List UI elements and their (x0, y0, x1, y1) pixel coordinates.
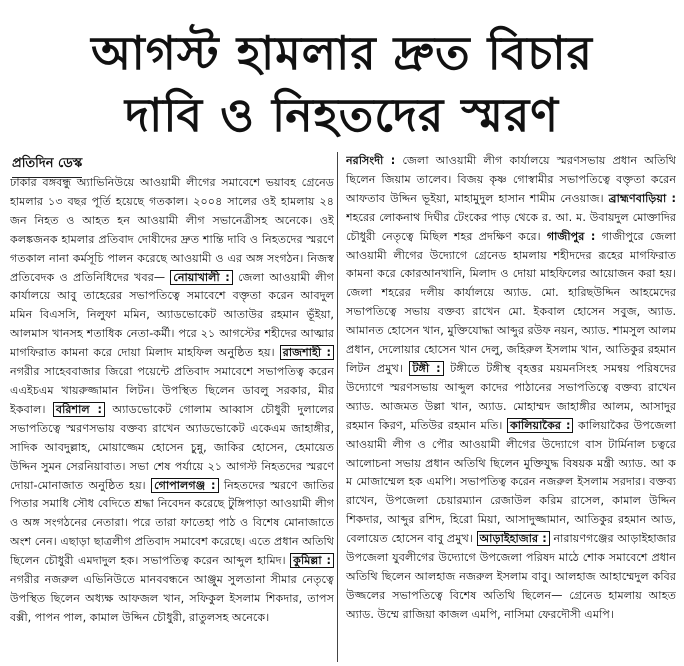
place-label-rajshahi: রাজশাহী : (280, 345, 334, 360)
intro-text: ঢাকার বঙ্গবন্ধু অ্যাভিনিউয়ে আওয়ামী লীগের সমাবেশে ভয়াবহ গ্রেনেড হামলার ১৩ বছর পূর্তি হয়েছে গতকাল। ২০০৪ সালের ওই হামলায় ২৪ জন নিহত ও আহত হন আওয়ামী লীগ সভানেত্রীসহ অনেকে। ওই কলঙ্কজনক হামলার প্রতিবাদ দোষীদের দ্রুত শান্তি দাবি ও নিহতদের স্মরণে গতকাল নানা কর্মসূচি পালন করেছে আওয়ামী ও এর অঙ্গ সংগঠন। নিজস্ব প্রতিবেদক ও প্রতিনিধিদের খবর— (10, 176, 334, 284)
report-kaliakair: কালিয়াকৈর উপজেলা আওয়ামী লীগ ও পৌর আওয়ামী লীগের উদ্যোগে বাস টার্মিনাল চত্বরে আলোচনা সভায় প্রধান অতিথি ছিলেন মুক্তিযুদ্ধ বিষয়ক মন্ত্রী অ্যাড. আ ক ম মোজাম্মেল হক এমপি। সভাপতিত্ব করেন নজরুল ইসলাম সরদার। বক্তব্য রাখেন, উপজেলা চেয়ারম্যান রেজাউল করিম রাসেল, কামাল উদ্দিন শিকদার, আব্দুর রশিদ, হিরো মিয়া, আসাদুজ্জামান, আতিকুর রহমান আড, বেলায়েত হোসেন বাবু প্রমুখ। (346, 418, 676, 546)
headline-line-1: আগস্ট হামলার দ্রুত বিচার (91, 26, 593, 80)
report-barishal: অ্যাডভোকেট গোলাম আব্বাস চৌধুরী দুলালের সভাপতিত্বে স্মরণসভায় বক্তব্য রাখেন অ্যাডভোকেট একেএম জাহাঙ্গীর, সাদিক আবদুল্লাহ, মোয়াজ্জেম হোসেন চুন্নু, জাকির হোসেন, হেমায়েত উদ্দিন সুমন সেরনিয়াবাত। সভা শেষ পর্যায়ে ২১ আগস্ট নিহতদের স্মরণে দোয়া-মোনাজাত অনুষ্ঠিত হয়। (10, 402, 334, 492)
place-label-tongi: টঙ্গী : (409, 361, 443, 376)
place-label-kaliakair: কালিয়াকৈর : (507, 418, 573, 433)
place-label-cumilla: কুমিল্লা : (290, 553, 334, 568)
report-noakhali: জেলা আওয়ামী লীগ কার্যালয়ে আবু তাহেরের সভাপতিত্বে সমাবেশে বক্তৃতা করেন আবদুল মমিন বিএসসি, নিলুফা মমিন, অ্যাডভোকেট আতাউর রহমান ভূঁইয়া, আলমাস খানসহ শতাধিক নেতা-কর্মী। পরে ২১ আগস্টের শহীদের আত্মার মাগফিরাত কামনা করে দোয়া মিলাদ মাহফিল অনুষ্ঠিত হয়। (10, 270, 334, 360)
place-label-barishal: বরিশাল : (53, 402, 105, 417)
headline (0, 0, 684, 148)
column-divider (337, 152, 338, 662)
article-body-left (10, 174, 334, 628)
report-araihazar: নারায়ণগঞ্জের আড়াইহাজার উপজেলা যুবলীগের উদ্যোগে উপজেলা পরিষদ মাঠে শোক সমাবেশে প্রধান অতিথি ছিলেন আলহাজ নজরুল ইসলাম বাবু। আলহাজ আহাম্মেদুল কবির উজ্জলের সভাপতিত্বে বিশেষ অতিথি ছিলেন— গ্রেনেড হামলায় আহত অ্যাড. উম্মে রাজিয়া কাজল এমপি, নাসিমা ফেরদৌসী এমপি। (346, 532, 676, 621)
right-column (346, 152, 676, 662)
place-label-narsingdi: নরসিংদী : (346, 154, 396, 167)
report-rajshahi: নগরীর সাহেববাজার জিরো পয়েন্টে প্রতিবাদ সমাবেশে সভাপতিত্ব করেন এএইচএম খায়রুজ্জামান লিটন। উপস্থিত ছিলেন ডাবলু সরকার, মীর ইকবাল। (10, 365, 334, 416)
report-gazipur: গাজীপুরে জেলা আওয়ামী লীগের উদ্যোগে গ্রেনেড হামলায় শহীদদের রূহের মাগফিরাত কামনা করে কোরআনখানি, মিলাদ ও দোয়া মাহফিলের আয়োজন করা হয়। জেলা শহরের দলীয় কার্যালয়ে অ্যাড. মো. হারিছউদ্দিন আহমেদের সভাপতিত্বে সভায় বক্তব্য রাখেন মো. ইকবাল হোসেন সবুজ, অ্যাড. আমানত হোসেন খান, মুক্তিযোদ্ধা আব্দুর রউফ নয়ন, অ্যাড. শামসুল আলম প্রধান, দেলোয়ার হোসেন খান দেলু, জহিরুল ইসলাম খান, আতিকুর রহমান লিটন প্রমুখ। (346, 229, 676, 375)
report-narsingdi: জেলা আওয়ামী লীগ কার্যালয়ে স্মরণসভায় প্রধান অতিথি ছিলেন জিয়াম তালেব। বিজয় কৃষ্ণ গোস্বামীর সভাপতিত্বে বক্তৃতা করেন আফতাব উদ্দিন ভূইয়া, মাহামুদুল হাসান শামীম নেওয়াজ। (346, 154, 676, 205)
report-gopalganj: নিহতদের স্মরণে জাতির পিতার সমাধি সৌধ বেদিতে শ্রদ্ধা নিবেদন করেছে টুঙ্গিপাড়া আওয়ামী লীগ ও অঙ্গ সংগঠনের নেতারা। পরে তারা ফাতেহা পাঠ ও বিশেষ মোনাজাতে অংশ নেন। এছাড়া ছাত্রলীগ প্রতিবাদ সমাবেশ করেছে। এতে প্রধান অতিথি ছিলেন চৌধুরী এমদাদুল হক। সভাপতিত্ব করেন আব্দুল হামিদ। (10, 478, 334, 568)
place-label-araihazar: আড়াইহাজার : (477, 531, 550, 546)
report-cumilla: নগরীর নজরুল এভিনিউতে মানববন্ধনে আঞ্জুম সুলতানা সীমার নেতৃত্বে উপস্থিত ছিলেন অধ্যক্ষ আফজল খান, সফিকুল ইসলাম শিকদার, তাপস বক্সী, পাপন পাল, কামাল উদ্দিন চৌধুরী, রাতুলসহ অনেকে। (10, 573, 334, 624)
place-label-gazipur: গাজীপুর : (546, 229, 596, 243)
left-column (10, 174, 334, 660)
report-brahmanbaria: শহরের লোকনাথ দিঘীর টেংকের পাড় থেকে র. আ. ম. উবায়দুল মোক্তাদির চৌধুরী নেতৃত্বে মিছিল শহর প্রদক্ষিণ করে। (346, 210, 676, 243)
place-label-noakhali: নোয়াখালী : (170, 270, 232, 285)
place-label-brahmanbaria: ব্রাহ্মণবাড়িয়া : (608, 191, 676, 205)
byline: প্রতিদিন ডেস্ক (12, 154, 82, 178)
headline-line-2: দাবি ও নিহতদের স্মরণ (124, 88, 560, 142)
article-body-right (346, 152, 676, 625)
place-label-gopalganj: গোপালগঞ্জ : (151, 478, 218, 493)
report-tongi: টঙ্গীতে টঙ্গীস্থ বৃহত্তর ময়মনসিংহ সমন্বয় পরিষদের উদ্যোগে স্মরণসভায় আব্দুল কাদের পাঠানের সভাপতিত্বে বক্তব্য রাখেন অ্যাড. আজমত উল্লা খান, অ্যাড. মোহাম্মদ জাহাঙ্গীর আলম, আসাদুর রহমান কিরণ, মতিউর রহমান মতি। (346, 361, 676, 432)
